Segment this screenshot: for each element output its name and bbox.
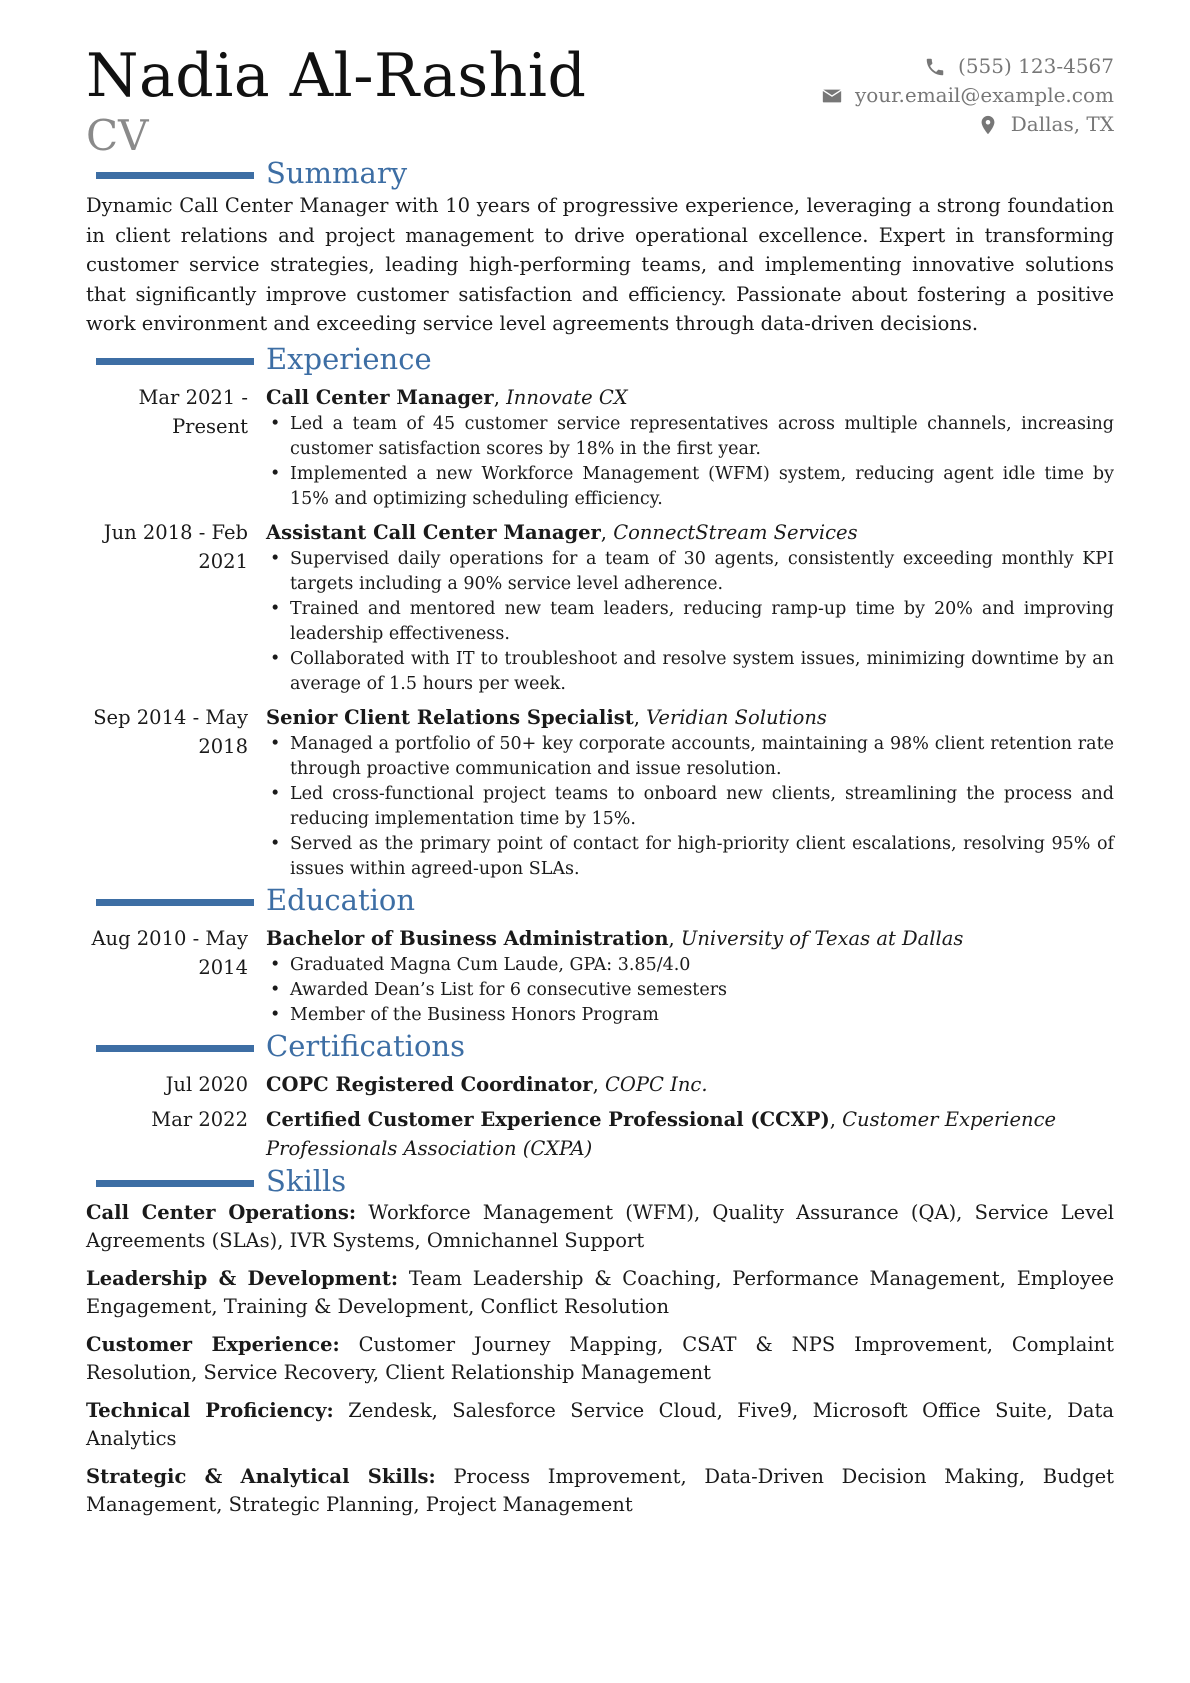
section-accent-bar	[96, 358, 254, 365]
entry-bullets	[266, 412, 1114, 512]
section-accent-bar	[96, 1045, 254, 1052]
phone-text: (555) 123-4567	[958, 54, 1114, 78]
bullet-item: • Managed a portfolio of 50+ key corporate accounts, maintaining a 98% client retention rate through proactive communication and issue resolution.	[266, 732, 1114, 782]
entry-title: Bachelor of Business Administration, University of Texas at Dallas	[266, 926, 964, 950]
bullet-item: • Graduated Magna Cum Laude, GPA: 3.85/4.0	[266, 953, 1114, 978]
phone-icon	[924, 56, 946, 78]
certification-entry	[86, 1105, 1114, 1163]
entry-org: COPC Inc.	[604, 1072, 708, 1096]
skill-group	[86, 1397, 1114, 1453]
entry-date: Jun 2018 - Feb 2021	[103, 520, 248, 573]
bullet-item: • Led cross-functional project teams to onboard new clients, streamlining the process and reducing implementation time by 15%.	[266, 782, 1114, 832]
skill-category: Leadership & Development:	[86, 1266, 399, 1290]
bullet-item: • Collaborated with IT to troubleshoot and resolve system issues, minimizing downtime by an average of 1.5 hours per week.	[266, 647, 1114, 697]
skill-list: Team Leadership & Coaching, Performance Management, Employee Engagement, Training & Development, Conflict Resolution	[86, 1266, 1114, 1318]
entry-bullets	[266, 547, 1114, 697]
contact-block	[821, 52, 1114, 139]
skill-list: Customer Journey Mapping, CSAT & NPS Improvement, Complaint Resolution, Service Recovery, Client Relationship Management	[86, 1332, 1114, 1384]
bullet-item: • Implemented a new Workforce Management (WFM) system, reducing agent idle time by 15% and optimizing scheduling efficiency.	[266, 462, 1114, 512]
bullet-item: • Awarded Dean’s List for 6 consecutive semesters	[266, 978, 1114, 1003]
experience-title: Experience	[266, 341, 432, 376]
skill-category: Customer Experience:	[86, 1332, 340, 1356]
summary-text: Dynamic Call Center Manager with 10 years of progressive experience, leveraging a strong foundation in client relations and project management to drive operational excellence. Expert in transforming customer service strategies, leading high-performing teams, and implementing innovative solutions that significantly improve customer satisfaction and efficiency. Passionate about fostering a positive work environment and exceeding service level agreements through data-driven decisions.	[86, 194, 1114, 335]
section-accent-bar	[96, 1180, 254, 1187]
location-text: Dallas, TX	[1010, 112, 1114, 136]
entry-date: Mar 2021 - Present	[138, 385, 248, 438]
skill-category: Strategic & Analytical Skills:	[86, 1464, 436, 1488]
experience-section-header	[86, 341, 1114, 377]
contact-email	[821, 81, 1114, 110]
education-section-header	[86, 882, 1114, 918]
entry-org: Innovate CX	[506, 385, 628, 409]
entry-bullets	[266, 953, 1114, 1028]
entry-role: Bachelor of Business Administration	[266, 926, 669, 950]
envelope-icon	[821, 85, 843, 107]
entry-body	[266, 1105, 1114, 1163]
experience-entry	[86, 383, 1114, 512]
entry-title: Certified Customer Experience Professional (CCXP), Customer Experience Professionals Association (CXPA)	[266, 1107, 1057, 1160]
bullet-item: • Supervised daily operations for a team of 30 agents, consistently exceeding monthly KPI targets including a 90% service level adherence.	[266, 547, 1114, 597]
entry-role: Call Center Manager	[266, 385, 494, 409]
email-text: your.email@example.com	[854, 83, 1114, 107]
entry-role: COPC Registered Coordinator	[266, 1072, 593, 1096]
certifications-section-header	[86, 1028, 1114, 1064]
skills-title: Skills	[266, 1163, 347, 1198]
entry-role: Certified Customer Experience Professional (CCXP)	[266, 1107, 830, 1131]
skill-group	[86, 1265, 1114, 1321]
skill-category: Technical Proficiency:	[86, 1398, 334, 1422]
skill-category: Call Center Operations:	[86, 1200, 357, 1224]
skill-group	[86, 1463, 1114, 1519]
map-pin-icon	[977, 114, 999, 136]
section-accent-bar	[96, 899, 254, 906]
bullet-item: • Member of the Business Honors Program	[266, 1003, 1114, 1028]
education-title: Education	[266, 882, 416, 917]
experience-entry	[86, 703, 1114, 882]
bullet-item: • Served as the primary point of contact for high-priority client escalations, resolving 95% of issues within agreed-upon SLAs.	[266, 832, 1114, 882]
skill-group	[86, 1199, 1114, 1255]
entry-title: Assistant Call Center Manager, ConnectStream Services	[266, 520, 858, 544]
entry-body	[266, 518, 1114, 697]
entry-date: Sep 2014 - May 2018	[93, 705, 248, 758]
entry-body	[266, 383, 1114, 512]
certification-entry	[86, 1070, 1114, 1099]
entry-title: COPC Registered Coordinator, COPC Inc.	[266, 1072, 708, 1096]
skill-list: Process Improvement, Data-Driven Decision Making, Budget Management, Strategic Planning, Project Management	[86, 1464, 1115, 1516]
entry-org: Customer Experience Professionals Association (CXPA)	[266, 1107, 1057, 1160]
entry-org: Veridian Solutions	[646, 705, 827, 729]
bullet-item: • Led a team of 45 customer service representatives across multiple channels, increasing customer satisfaction scores by 18% in the first year.	[266, 412, 1114, 462]
entry-org: University of Texas at Dallas	[680, 926, 964, 950]
skill-list: Zendesk, Salesforce Service Cloud, Five9, Microsoft Office Suite, Data Analytics	[86, 1398, 1114, 1450]
entry-org: ConnectStream Services	[613, 520, 858, 544]
entry-date: Aug 2010 - May 2014	[91, 926, 248, 979]
contact-location	[821, 110, 1114, 139]
resume-page	[86, 40, 1114, 1529]
entry-role: Senior Client Relations Specialist	[266, 705, 634, 729]
summary-title: Summary	[266, 156, 408, 190]
skills-section-header	[86, 1163, 1114, 1199]
entry-title: Senior Client Relations Specialist, Veridian Solutions	[266, 705, 827, 729]
bullet-item: • Trained and mentored new team leaders, reducing ramp-up time by 20% and improving leadership effectiveness.	[266, 597, 1114, 647]
candidate-name: Nadia Al-Rashid	[86, 41, 587, 111]
resume-header	[86, 40, 1114, 160]
education-entry	[86, 924, 1114, 1028]
entry-body	[266, 1070, 1114, 1099]
experience-entry	[86, 518, 1114, 697]
entry-role: Assistant Call Center Manager	[266, 520, 601, 544]
document-subtitle: CV	[86, 111, 149, 160]
entry-title: Call Center Manager, Innovate CX	[266, 385, 628, 409]
entry-date: Mar 2022	[151, 1107, 248, 1131]
certifications-title: Certifications	[266, 1028, 465, 1063]
contact-phone	[821, 52, 1114, 81]
summary-section-header	[86, 155, 1114, 191]
entry-date: Jul 2020	[165, 1072, 248, 1096]
entry-body	[266, 924, 1114, 1028]
section-accent-bar	[96, 172, 254, 179]
skill-group	[86, 1331, 1114, 1387]
entry-bullets	[266, 732, 1114, 882]
entry-body	[266, 703, 1114, 882]
skill-list: Workforce Management (WFM), Quality Assurance (QA), Service Level Agreements (SLAs), IVR Systems, Omnichannel Support	[86, 1200, 1114, 1252]
